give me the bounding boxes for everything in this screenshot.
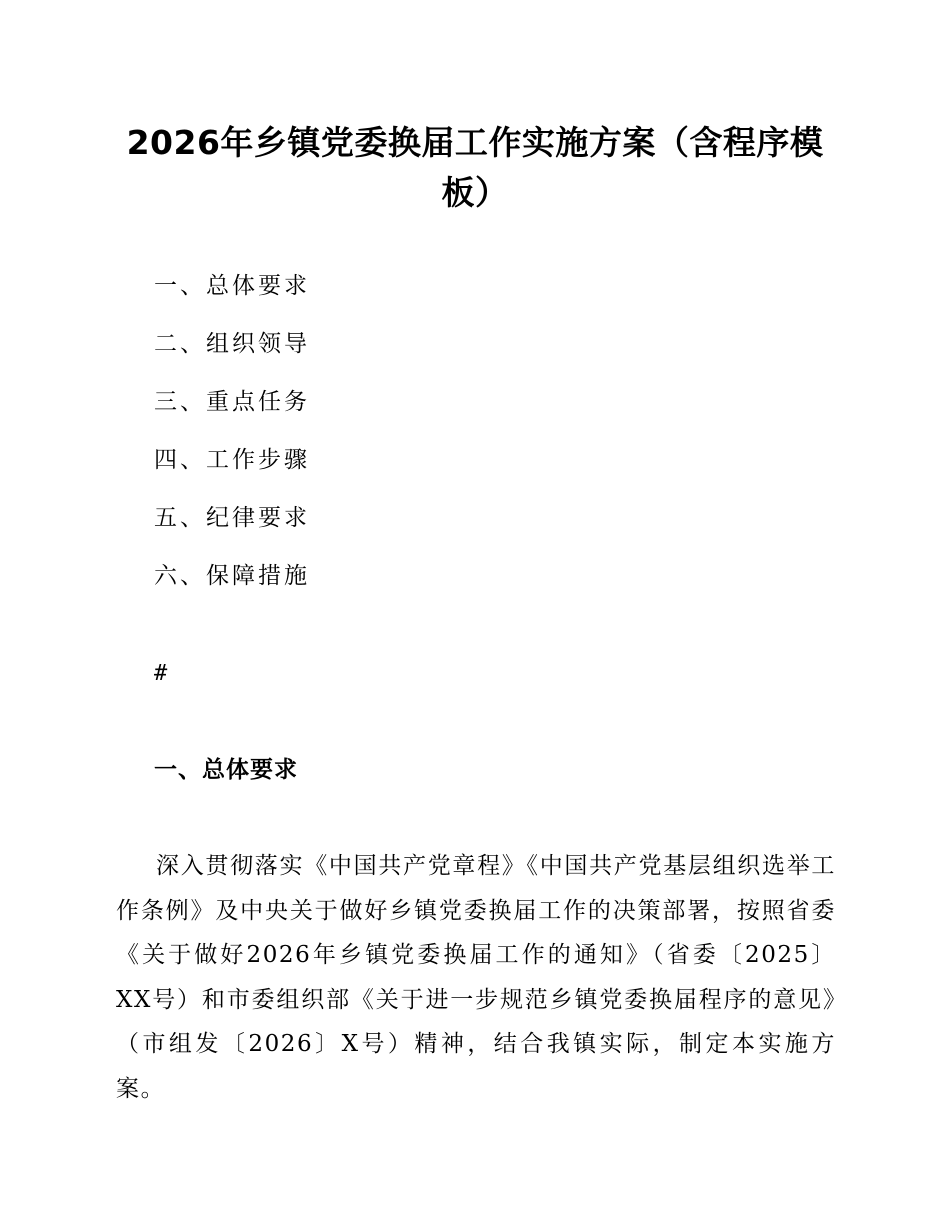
body-paragraph: 深入贯彻落实《中国共产党章程》《中国共产党基层组织选举工作条例》及中央关于做好乡镇党委换届工作的决策部署，按照省委《关于做好2026年乡镇党委换届工作的通知》（省委〔2025〕XX号）和市委组织部《关于进一步规范乡镇党委换届程序的意见》（市组发〔2026〕X号）精神，结合我镇实际，制定本实施方案。 <box>116 853 836 1102</box>
document-title: 2026年乡镇党委换届工作实施方案（含程序模板） <box>126 123 824 212</box>
toc-item-key-tasks: 三、重点任务 <box>154 389 310 415</box>
toc-item-general-requirements: 一、总体要求 <box>154 273 310 299</box>
toc-item-work-steps: 四、工作步骤 <box>154 447 310 473</box>
toc-item-discipline-requirements: 五、纪律要求 <box>154 505 310 531</box>
section-heading: 一、总体要求 <box>154 757 298 783</box>
toc-item-organization-leadership: 二、组织领导 <box>154 331 310 357</box>
table-of-contents <box>154 266 310 614</box>
toc-item-safeguard-measures: 六、保障措施 <box>154 563 310 589</box>
section-separator: # <box>154 661 168 686</box>
